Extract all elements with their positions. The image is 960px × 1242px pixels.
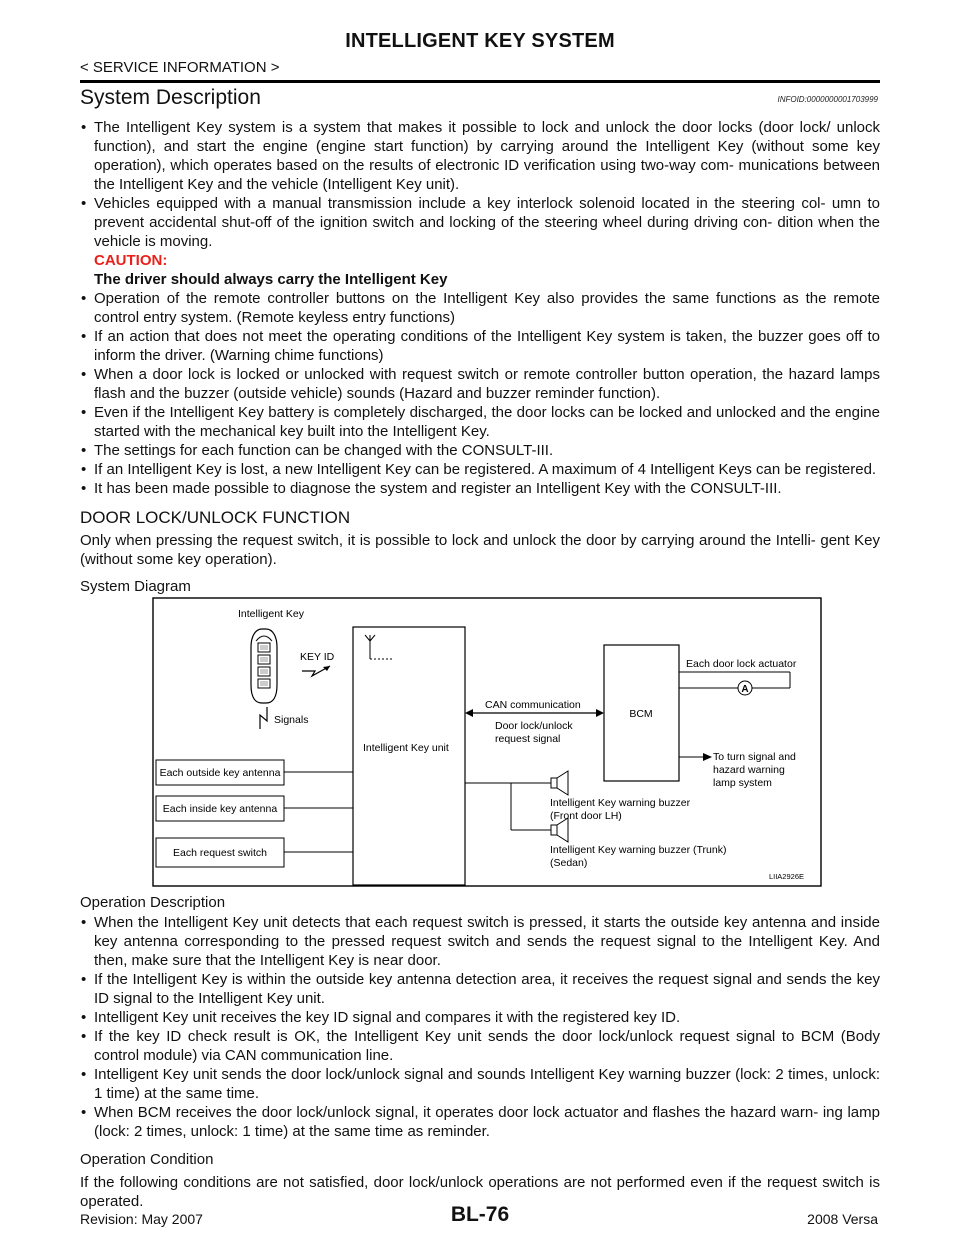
list-item: • Intelligent Key unit sends the door lock/unlock signal and sounds Intelligent Key warning buzzer (lock: 2 times, unlock: 1 time) at the same time.	[80, 1065, 880, 1103]
buzzer-trunk-label-2: (Sedan)	[550, 857, 588, 869]
caution-body: The driver should always carry the Intelligent Key	[94, 271, 448, 288]
buzzer-front-label-1: Intelligent Key warning buzzer	[550, 797, 691, 809]
info-id: INFOID:0000000001703999	[777, 95, 878, 104]
list-item: • The Intelligent Key system is a system that makes it possible to lock and unlock the door locks (door lock/ unlock function), and start the engine (engine start function) by carrying around the Intelligent Key (without some key operation), which operates based on the results of electronic ID verification using two-way com- munications between the Intelligent Key and the vehicle (Intelligent Key unit).	[80, 118, 880, 194]
caution-heading: CAUTION:	[94, 252, 168, 269]
list-item: • When BCM receives the door lock/unlock signal, it operates door lock actuator and flashes the hazard warn- ing lamp (lock: 2 times, unlock: 1 time) at the same time as reminder.	[80, 1103, 880, 1141]
intelligent-key-unit-box	[353, 627, 465, 885]
list-item: • If the Intelligent Key is within the outside key antenna detection area, it receives the request signal and sends the key ID signal to the Intelligent Key unit.	[80, 970, 880, 1008]
list-item: • Operation of the remote controller buttons on the Intelligent Key also provides the same functions as the remote control entry system. (Remote keyless entry functions)	[80, 289, 880, 327]
turn-signal-label-2: hazard warning	[713, 764, 785, 776]
request-signal-label-1: Door lock/unlock	[495, 720, 573, 732]
key-id-label: KEY ID	[300, 651, 335, 663]
buzzer-trunk-label-1: Intelligent Key warning buzzer (Trunk)	[550, 844, 727, 856]
operation-condition-text: If the following conditions are not satisfied, door lock/unlock operations are not performed even if the request switch is operated.	[80, 1174, 880, 1210]
signals-label: Signals	[274, 714, 309, 726]
list-item: • It has been made possible to diagnose the system and register an Intelligent Key with the CONSULT-III.	[80, 479, 880, 498]
intro-bullet-list	[80, 118, 880, 498]
list-item: • If the key ID check result is OK, the Intelligent Key unit sends the door lock/unlock request signal to BCM (Body control module) via CAN communication line.	[80, 1027, 880, 1065]
buzzer-front-label-2: (Front door LH)	[550, 810, 622, 822]
can-communication-label: CAN communication	[485, 699, 581, 711]
request-signal-label-2: request signal	[495, 733, 561, 745]
figure-id: LIIA2926E	[768, 872, 804, 881]
connector-a-label: A	[741, 684, 749, 695]
breadcrumb: < SERVICE INFORMATION >	[80, 59, 280, 76]
system-diagram	[152, 597, 822, 887]
list-item: • Intelligent Key unit receives the key ID signal and compares it with the registered key ID.	[80, 1008, 880, 1027]
list-item: • When the Intelligent Key unit detects that each request switch is pressed, it starts the outside key antenna and inside key antenna corresponding to the pressed request switch and sends the request signal to the Intelligent Key. And then, make sure that the Intelligent Key is near door.	[80, 913, 880, 970]
list-item: • If an Intelligent Key is lost, a new Intelligent Key can be registered. A maximum of 4 Intelligent Keys can be registered.	[80, 460, 880, 479]
list-item: • Even if the Intelligent Key battery is completely discharged, the door locks can be locked and unlocked and the engine started with the mechanical key built into the Intelligent Key.	[80, 403, 880, 441]
operation-condition-heading: Operation Condition	[80, 1151, 214, 1168]
list-item: • When a door lock is locked or unlocked with request switch or remote controller button operation, the hazard lamps flash and the buzzer (outside vehicle) sounds (Hazard and buzzer reminder function).	[80, 365, 880, 403]
section-title: System Description	[80, 86, 261, 109]
footer-page-number: BL-76	[450, 1203, 510, 1226]
list-item	[80, 194, 880, 289]
list-item: • If an action that does not meet the operating conditions of the Intelligent Key system is taken, the buzzer goes off to inform the driver. (Warning chime functions)	[80, 327, 880, 365]
page-header-title: INTELLIGENT KEY SYSTEM	[345, 30, 615, 52]
intelligent-key-label: Intelligent Key	[238, 608, 304, 620]
intelligent-key-fob-icon	[251, 629, 277, 703]
intelligent-key-unit-label: Intelligent Key unit	[363, 742, 449, 754]
list-item: • The settings for each function can be changed with the CONSULT-III.	[80, 441, 880, 460]
request-switch-label: Each request switch	[173, 847, 267, 859]
header-rule	[80, 80, 880, 83]
footer-revision: Revision: May 2007	[80, 1211, 203, 1227]
inside-key-antenna-label: Each inside key antenna	[162, 803, 278, 815]
system-description-body	[80, 118, 880, 600]
door-lock-heading: DOOR LOCK/UNLOCK FUNCTION	[80, 508, 351, 527]
footer-model: 2008 Versa	[807, 1211, 878, 1227]
operation-bullet-list	[80, 913, 880, 1141]
system-diagram-heading: System Diagram	[80, 578, 191, 595]
door-lock-text: Only when pressing the request switch, it is possible to lock and unlock the door by carrying around the Intelli- gent Key (without some key operation).	[80, 532, 880, 568]
operation-description-heading: Operation Description	[80, 894, 226, 911]
list-item-text: Vehicles equipped with a manual transmission include a key interlock solenoid located in the steering col- umn to prevent accidental shut-off of the ignition switch and locking of the steering wheel during driving con- dition when the vehicle is moving.	[94, 195, 880, 250]
turn-signal-label-3: lamp system	[713, 777, 772, 789]
outside-key-antenna-label: Each outside key antenna	[159, 767, 281, 779]
operation-body	[80, 893, 880, 1211]
door-lock-actuator-label: Each door lock actuator	[686, 658, 797, 670]
bcm-label: BCM	[629, 708, 653, 720]
turn-signal-label-1: To turn signal and	[713, 751, 796, 763]
